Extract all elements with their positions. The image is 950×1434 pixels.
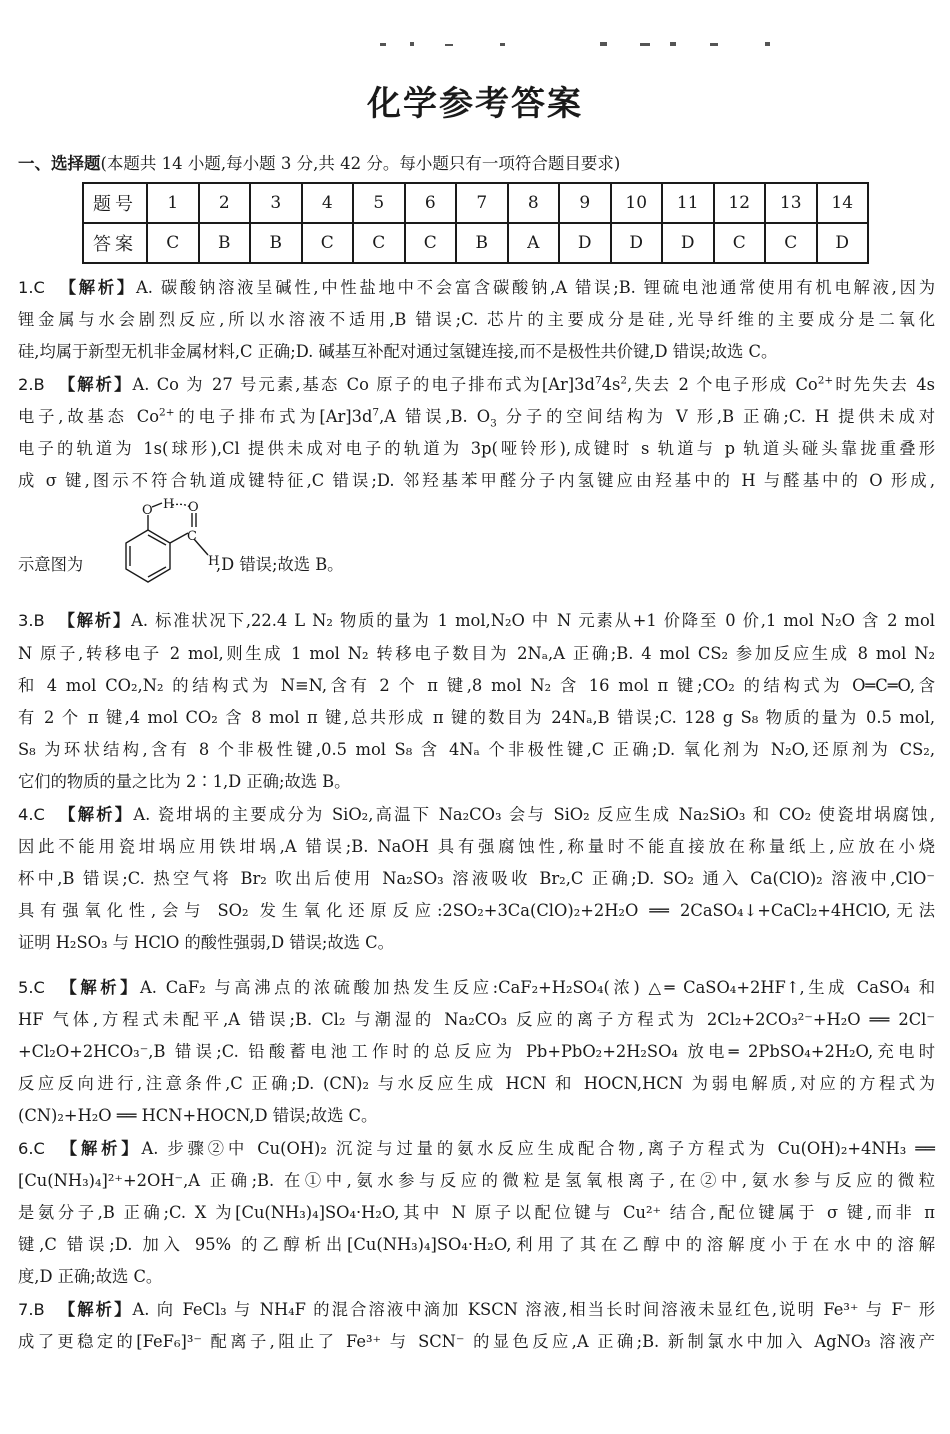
- atom-label: O: [142, 503, 153, 519]
- structure-formula-line: [18, 497, 935, 593]
- analysis-tag: 【解析】: [56, 611, 132, 631]
- question-answer: 4.C: [18, 804, 45, 824]
- text-run: 的电子排布式为[Ar]3d: [174, 406, 373, 426]
- question-number: 10: [611, 183, 663, 223]
- answer-cell: D: [559, 223, 611, 263]
- answer-cell: A: [508, 223, 560, 263]
- superscript: 7: [372, 406, 380, 419]
- text-run: A. Co 为 27 号元素,基态 Co 原子的电子排布式为[Ar]3d: [132, 374, 595, 394]
- question-number: 6: [405, 183, 457, 223]
- explanation-q2: [18, 369, 935, 498]
- scan-artifact: [370, 40, 790, 50]
- question-number: 9: [559, 183, 611, 223]
- answer-cell: C: [147, 223, 199, 263]
- answer-cell: B: [456, 223, 508, 263]
- explanation-q7: [18, 1294, 935, 1358]
- explanations: [18, 272, 935, 1358]
- answer-table-number-row: [83, 183, 868, 223]
- text-line: 具有强氧化性,会与 SO₂ 发生氧化还原反应:2SO₂+3Ca(ClO)₂+2H₂O ══ 2CaSO₄↓+CaCl₂+4HClO,无法: [18, 901, 935, 921]
- question-number: 1: [147, 183, 199, 223]
- text-line: 和 4 mol CO₂,N₂ 的结构式为 N≡N,含有 2 个 π 键,8 mol N₂ 含 16 mol π 键;CO₂ 的结构式为 O═C═O,含: [18, 675, 935, 695]
- question-number: 5: [353, 183, 405, 223]
- text-line: [18, 1133, 935, 1165]
- question-answer: 6.C: [18, 1138, 45, 1158]
- explanation-q5: [18, 972, 935, 1133]
- text-run: 电子,故基态 Co: [18, 406, 160, 426]
- text-line: 它们的物质的量之比为 2∶1,D 正确;故选 B。: [18, 772, 351, 792]
- question-number: 13: [765, 183, 817, 223]
- analysis-tag: 【解析】: [56, 1299, 133, 1319]
- text-run: 时先失去 4s: [833, 374, 935, 394]
- question-number: 14: [817, 183, 869, 223]
- answer-cell: C: [714, 223, 766, 263]
- text-line: 度,D 正确;故选 C。: [18, 1267, 163, 1287]
- answer-cell: B: [250, 223, 302, 263]
- atom-label: O: [188, 500, 199, 516]
- text-run: A. 标准状况下,22.4 L N₂ 物质的量为 1 mol,N₂O 中 N 元素从+1 价降至 0 价,1 mol N₂O 含 2 mol: [131, 611, 935, 631]
- question-answer: 2.B: [18, 374, 45, 394]
- answer-cell: B: [199, 223, 251, 263]
- text-line: 成了更稳定的[FeF₆]³⁻ 配离子,阻止了 Fe³⁺ 与 SCN⁻ 的显色反应,A 正确;B. 新制氯水中加入 AgNO₃ 溶液产: [18, 1331, 935, 1351]
- text-line: [18, 1294, 935, 1326]
- text-line: 成 σ 键,图示不符合轨道成键特征,C 错误;D. 邻羟基苯甲醛分子内氢键应由羟基中的 H 与醛基中的 O 形成,: [18, 471, 935, 491]
- answer-cell: D: [611, 223, 663, 263]
- answer-cell: C: [353, 223, 405, 263]
- number-row-label: 题号: [83, 183, 147, 223]
- atom-label: C: [187, 529, 197, 545]
- text-run: A. 步骤②中 Cu(OH)₂ 沉淀与过量的氨水反应生成配合物,离子方程式为 Cu(OH)₂+4NH₃ ══: [141, 1138, 935, 1158]
- superscript: 2: [620, 374, 628, 387]
- salicylaldehyde-hbond-structure: [108, 497, 220, 593]
- diagram-label: 示意图为: [18, 555, 84, 575]
- text-run: A. 碳酸钠溶液呈碱性,中性盐地中不会富含碳酸钠,A 错误;B. 锂硫电池通常使用有机电解液,因为: [135, 278, 935, 297]
- question-number: 4: [302, 183, 354, 223]
- answer-cell: C: [765, 223, 817, 263]
- text-line: N 原子,转移电子 2 mol,则生成 1 mol N₂ 转移电子数目为 2Nₐ,A 正确;B. 4 mol CS₂ 参加反应生成 8 mol N₂: [18, 643, 935, 663]
- section-heading: [18, 150, 620, 174]
- answer-cell: D: [662, 223, 714, 263]
- text-line: [18, 401, 935, 433]
- text-line: [18, 799, 935, 831]
- text-run: 4s: [601, 374, 621, 394]
- text-line: [Cu(NH₃)₄]²⁺+2OH⁻,A 正确;B. 在①中,氨水参与反应的微粒是氢氧根离子,在②中,氨水参与反应的微粒: [18, 1170, 935, 1190]
- text-line: 锂金属与水会剧烈反应,所以水溶液不适用,B 错误;C. 芯片的主要成分是硅,光导纤维的主要成分是二氧化: [18, 310, 935, 330]
- explanation-q6: [18, 1133, 935, 1294]
- answer-cell: C: [405, 223, 457, 263]
- text-line: +Cl₂O+2HCO₃⁻,B 错误;C. 铅酸蓄电池工作时的总反应为 Pb+PbO₂+2H₂SO₄ 放电═ 2PbSO₄+2H₂O,充电时: [18, 1042, 935, 1062]
- text-run: A. 瓷坩埚的主要成分为 SiO₂,高温下 Na₂CO₃ 会与 SiO₂ 反应生成 Na₂SiO₃ 和 CO₂ 使瓷坩埚腐蚀,: [133, 804, 935, 824]
- answer-cell: D: [817, 223, 869, 263]
- question-number: 2: [199, 183, 251, 223]
- text-run: ,失去 2 个电子形成 Co: [627, 374, 818, 394]
- superscript: 7: [594, 374, 602, 387]
- analysis-tag: 【解析】: [56, 278, 136, 297]
- text-run: 分子的空间结构为 V 形,B 正确;C. H 提供未成对: [496, 406, 936, 426]
- text-run: ,A 错误,B. O: [379, 406, 491, 426]
- analysis-tag: 【解析】: [56, 374, 133, 394]
- text-run: A. CaF₂ 与高沸点的浓硫酸加热发生反应:CaF₂+H₂SO₄(浓) △═ CaSO₄+2HF↑,生成 CaSO₄ 和: [140, 977, 935, 997]
- question-number: 11: [662, 183, 714, 223]
- text-line: 因此不能用瓷坩埚应用铁坩埚,A 错误;B. NaOH 具有强腐蚀性,称量时不能直接放在称量纸上,应放在小烧: [18, 836, 935, 856]
- question-number: 7: [456, 183, 508, 223]
- answer-table: [82, 182, 869, 264]
- text-line: (CN)₂+H₂O ══ HCN+HOCN,D 错误;故选 C。: [18, 1106, 378, 1126]
- text-line: 电子的轨道为 1s(球形),Cl 提供未成对电子的轨道为 3p(哑铃形),成键时 s 轨道与 p 轨道头碰头靠拢重叠形: [18, 439, 935, 459]
- answer-table-answer-row: [83, 223, 868, 263]
- text-line: 键,C 错误;D. 加入 95% 的乙醇析出[Cu(NH₃)₄]SO₄·H₂O,利用了其在乙醇中的溶解度小于在水中的溶解: [18, 1235, 935, 1255]
- analysis-tag: 【解析】: [56, 977, 140, 997]
- text-line: 反应反向进行,注意条件,C 正确;D. (CN)₂ 与水反应生成 HCN 和 HOCN,HCN 为弱电解质,对应的方程式为: [18, 1074, 935, 1094]
- analysis-tag: 【解析】: [56, 1138, 142, 1158]
- subscript: 3: [490, 417, 497, 430]
- page-title: 化学参考答案: [367, 84, 583, 124]
- text-line: [18, 272, 935, 304]
- text-line: 杯中,B 错误;C. 热空气将 Br₂ 吹出后使用 Na₂SO₃ 溶液吸收 Br₂,C 正确;D. SO₂ 通入 Ca(ClO)₂ 溶液中,ClO⁻: [18, 869, 935, 889]
- text-run: ,D 错误;故选 B。: [216, 555, 344, 575]
- atom-label: H: [208, 554, 220, 570]
- atom-label: H: [163, 497, 175, 513]
- question-answer: 7.B: [18, 1299, 45, 1319]
- question-number: 3: [250, 183, 302, 223]
- question-answer: 1.C: [18, 278, 45, 297]
- question-answer: 3.B: [18, 611, 45, 631]
- analysis-tag: 【解析】: [56, 804, 134, 824]
- section-heading-label: 一、选择题: [18, 154, 101, 173]
- text-line: 是氨分子,B 正确;C. X 为[Cu(NH₃)₄]SO₄·H₂O,其中 N 原子以配位键与 Cu²⁺ 结合,配位键属于 σ 键,而非 π: [18, 1203, 935, 1223]
- text-line: 证明 H₂SO₃ 与 HClO 的酸性强弱,D 错误;故选 C。: [18, 933, 394, 953]
- explanation-q1: [18, 272, 935, 369]
- superscript: 2+: [159, 406, 175, 419]
- question-number: 12: [714, 183, 766, 223]
- text-line: 有 2 个 π 键,4 mol CO₂ 含 8 mol π 键,总共形成 π 键的数目为 24Nₐ,B 错误;C. 128 g S₈ 物质的量为 0.5 mol,: [18, 708, 935, 728]
- text-line: [18, 605, 935, 637]
- explanation-q4: [18, 799, 935, 960]
- question-answer: 5.C: [18, 977, 45, 997]
- section-note: (本题共 14 小题,每小题 3 分,共 42 分。每小题只有一项符合题目要求): [100, 154, 621, 173]
- text-line: S₈ 为环状结构,含有 8 个非极性键,0.5 mol S₈ 含 4Nₐ 个非极性键,C 正确;D. 氧化剂为 N₂O,还原剂为 CS₂,: [18, 740, 935, 760]
- superscript: 2+: [817, 374, 834, 387]
- question-number: 8: [508, 183, 560, 223]
- text-run: A. 向 FeCl₃ 与 NH₄F 的混合溶液中滴加 KSCN 溶液,相当长时间溶液未显红色,说明 Fe³⁺ 与 F⁻ 形: [132, 1299, 935, 1319]
- text-line: HF 气体,方程式未配平,A 错误;B. Cl₂ 与潮湿的 Na₂CO₃ 反应的离子方程式为 2Cl₂+2CO₃²⁻+H₂O ══ 2Cl⁻: [18, 1009, 935, 1029]
- text-line: [18, 369, 935, 401]
- text-line: 硅,均属于新型无机非金属材料,C 正确;D. 碱基互补配对通过氢键连接,而不是极性共价键,D 错误;故选 C。: [18, 342, 778, 362]
- answer-row-label: 答案: [83, 223, 147, 263]
- answer-cell: C: [302, 223, 354, 263]
- text-line: [18, 972, 935, 1004]
- explanation-q3: [18, 605, 935, 798]
